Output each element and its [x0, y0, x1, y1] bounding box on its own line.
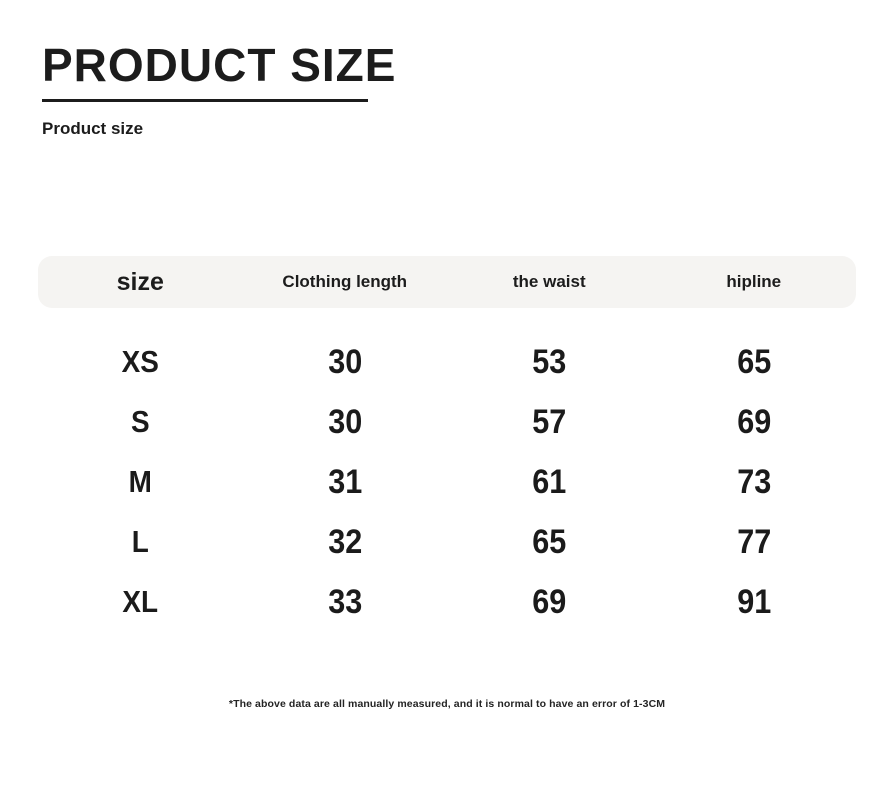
- table-row: [38, 452, 856, 512]
- value-cell: 61: [532, 462, 567, 501]
- value-cell: 91: [736, 582, 771, 621]
- title-underline: [42, 99, 368, 102]
- column-header-size: size: [116, 267, 164, 296]
- size-cell: L: [131, 524, 149, 559]
- size-table-body: [38, 332, 856, 632]
- column-header-clothing-length: Clothing length: [282, 272, 408, 291]
- value-cell: 65: [736, 342, 771, 381]
- size-table: [38, 256, 856, 632]
- table-row: [38, 332, 856, 392]
- size-table-header-row: [38, 256, 856, 308]
- value-cell: 30: [327, 342, 362, 381]
- value-cell: 32: [327, 522, 362, 561]
- column-header-hipline: hipline: [726, 272, 782, 291]
- value-cell: 65: [532, 522, 567, 561]
- value-cell: 31: [327, 462, 362, 501]
- value-cell: 30: [327, 402, 362, 441]
- value-cell: 57: [532, 402, 567, 441]
- column-header-the-waist: the waist: [512, 272, 586, 291]
- table-row: [38, 572, 856, 632]
- page-subtitle: Product size: [42, 119, 144, 138]
- table-row: [38, 512, 856, 572]
- value-cell: 77: [736, 522, 771, 561]
- value-cell: 33: [327, 582, 362, 621]
- value-cell: 69: [532, 582, 567, 621]
- value-cell: 69: [736, 402, 771, 441]
- value-cell: 73: [736, 462, 771, 501]
- page-title: PRODUCT SIZE: [42, 39, 397, 91]
- size-cell: XL: [122, 584, 159, 619]
- table-row: [38, 392, 856, 452]
- size-cell: XS: [121, 344, 159, 379]
- size-cell: M: [128, 464, 152, 499]
- size-cell: S: [130, 404, 150, 439]
- value-cell: 53: [532, 342, 567, 381]
- measurement-disclaimer: *The above data are all manually measured, and it is normal to have an error of 1-3CM: [228, 698, 666, 710]
